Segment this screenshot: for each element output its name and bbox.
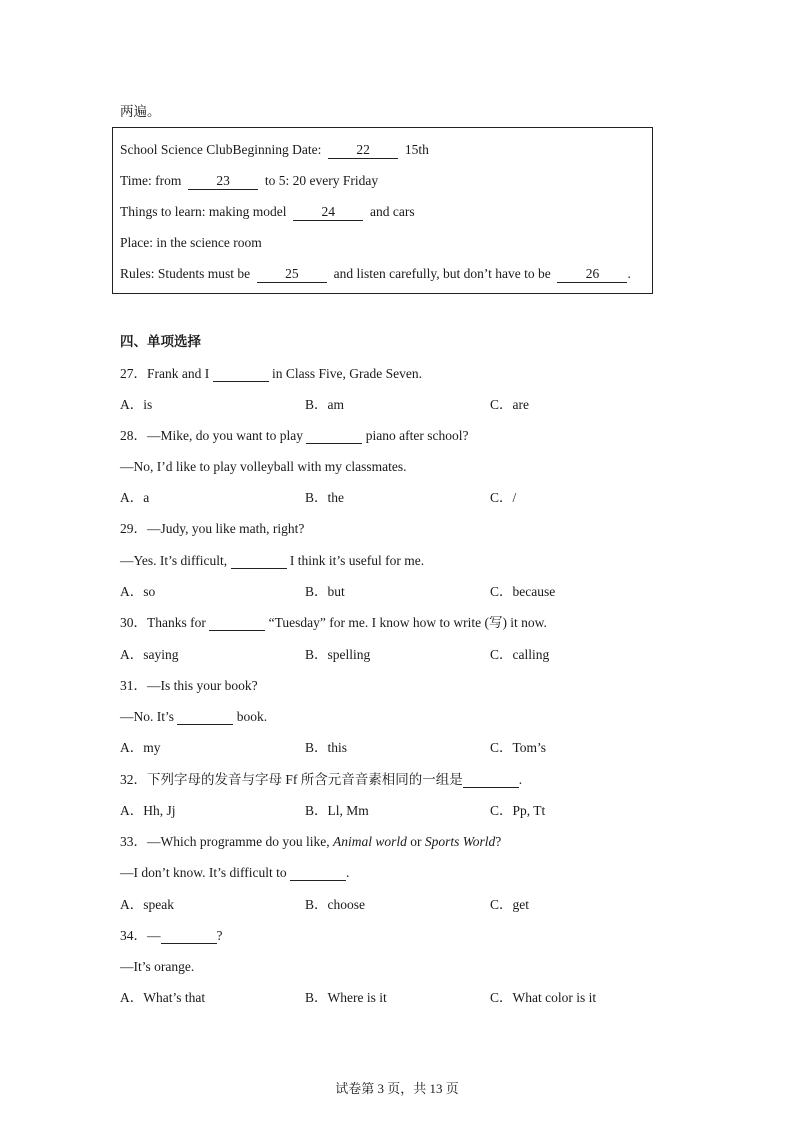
question-34-reply: —It’s orange. [120, 959, 195, 974]
option-b[interactable]: B．spelling [305, 647, 371, 662]
option-a[interactable]: A．saying [120, 647, 179, 662]
question-28-reply: —No, I’d like to play volleyball with my classmates. [120, 459, 407, 474]
option-c[interactable]: C．get [490, 897, 529, 912]
blank-23: 23 [188, 173, 258, 190]
option-a[interactable]: A．speak [120, 897, 174, 912]
question-33-reply: —I don’t know. It’s difficult to . [120, 865, 350, 880]
option-a[interactable]: A．so [120, 584, 156, 599]
question-31-reply: —No. It’s book. [120, 709, 268, 724]
answer-blank [161, 929, 217, 944]
club-row-place: Place: in the science room [120, 235, 262, 250]
blank-25: 25 [257, 266, 327, 283]
option-c[interactable]: C．because [490, 584, 556, 599]
page-footer: 试卷第 3 页，共 13 页 [335, 1081, 459, 1096]
question-32: 32．下列字母的发音与字母 Ff 所含元音音素相同的一组是 . [120, 772, 523, 787]
option-c[interactable]: C．are [490, 397, 529, 412]
option-b[interactable]: B．Where is it [305, 990, 387, 1005]
option-c[interactable]: C．What color is it [490, 990, 597, 1005]
section-title: 四、单项选择 [120, 334, 201, 350]
blank-24: 24 [293, 204, 363, 221]
blank-26: 26 [557, 266, 627, 283]
answer-blank [463, 773, 519, 788]
question-29-reply: —Yes. It’s difficult, I think it’s useful for me. [120, 553, 425, 568]
answer-blank [177, 710, 233, 725]
intro-text: 两遍。 [120, 104, 161, 119]
question-34: 34．— ? [120, 928, 223, 943]
answer-blank [209, 616, 265, 631]
option-b[interactable]: B．the [305, 490, 344, 505]
option-a[interactable]: A．is [120, 397, 153, 412]
option-b[interactable]: B．am [305, 397, 344, 412]
club-row-date: School Science ClubBeginning Date: 22 15th [120, 142, 429, 157]
option-c[interactable]: C．/ [490, 490, 517, 505]
club-row-things: Things to learn: making model 24 and cars [120, 204, 415, 219]
option-c[interactable]: C．Tom’s [490, 740, 547, 755]
question-31: 31．—Is this your book? [120, 678, 258, 693]
option-a[interactable]: A．What’s that [120, 990, 206, 1005]
question-28: 28．—Mike, do you want to play piano after school? [120, 428, 469, 443]
club-notice-box [112, 127, 653, 294]
option-c[interactable]: C．Pp, Tt [490, 803, 546, 818]
club-row-time: Time: from 23 to 5: 20 every Friday [120, 173, 379, 188]
option-a[interactable]: A．a [120, 490, 150, 505]
option-b[interactable]: B．but [305, 584, 345, 599]
answer-blank [290, 866, 346, 881]
question-30: 30．Thanks for “Tuesday” for me. I know how to write (写) it now. [120, 615, 547, 630]
option-a[interactable]: A．my [120, 740, 161, 755]
club-row-rules: Rules: Students must be 25 and listen carefully, but don’t have to be 26 . [120, 266, 631, 281]
blank-22: 22 [328, 142, 398, 159]
option-b[interactable]: B．Ll, Mm [305, 803, 369, 818]
answer-blank [213, 367, 269, 382]
question-27: 27．Frank and I in Class Five, Grade Seven. [120, 366, 422, 381]
option-b[interactable]: B．this [305, 740, 348, 755]
option-c[interactable]: C．calling [490, 647, 550, 662]
option-a[interactable]: A．Hh, Jj [120, 803, 176, 818]
answer-blank [306, 429, 362, 444]
question-33: 33．—Which programme do you like, Animal world or Sports World? [120, 834, 502, 849]
answer-blank [231, 554, 287, 569]
question-29: 29．—Judy, you like math, right? [120, 521, 305, 536]
option-b[interactable]: B．choose [305, 897, 365, 912]
